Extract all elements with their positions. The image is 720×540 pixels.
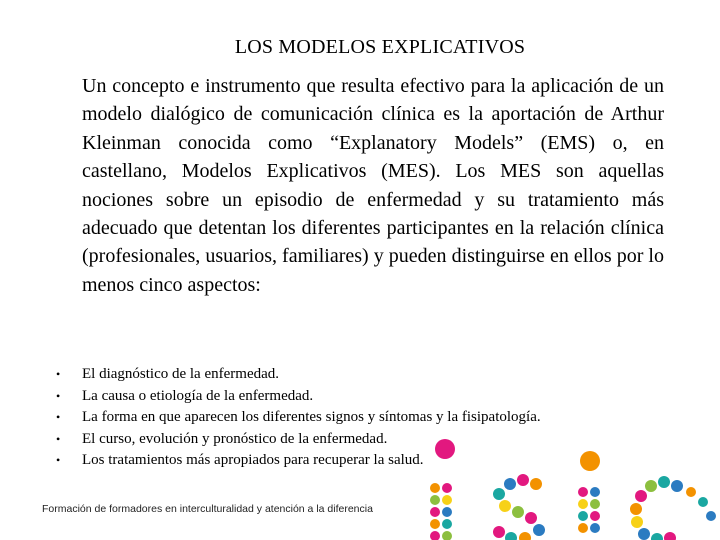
bullet-icon: •: [56, 431, 61, 446]
bullet-icon: •: [56, 410, 61, 424]
list-item-text: El diagnóstico de la enfermedad.: [82, 366, 280, 382]
logo-letter-i-2: [578, 451, 600, 533]
list-item-text: La forma en que aparecen los diferentes signos y síntomas y la fisipatología.: [82, 409, 541, 425]
list-item-text: El curso, evolución y pronóstico de la enfermedad.: [82, 430, 388, 447]
bullet-icon: •: [56, 367, 61, 381]
logo-letter-c: [630, 476, 716, 540]
isic-logo: [415, 436, 720, 540]
bullet-icon: •: [56, 388, 61, 403]
list-item-text: La causa o etiología de la enfermedad.: [82, 387, 314, 404]
logo-letter-s: [493, 474, 545, 540]
slide-title: LOS MODELOS EXPLICATIVOS: [234, 36, 526, 58]
footer-caption: Formación de formadores en interculturalidad y atención a la diferencia: [42, 503, 373, 515]
list-item: [56, 386, 656, 408]
bullet-icon: •: [56, 453, 61, 467]
list-item-text: Los tratamientos más apropiados para recuperar la salud.: [82, 452, 424, 468]
logo-letter-i-1: [430, 439, 455, 540]
list-item: [56, 407, 656, 429]
intro-paragraph: Un concepto e instrumento que resulta efectivo para la aplicación de un modelo dialógico de comunicación clínica es la aportación de Arthur Kleinman conocida como “Explanatory Models” (EMS) o, en castellano, Modelos Explicativos (MES). Los MES son aquellas nociones sobre un episodio de enfermedad y su tratamiento más adecuado que detentan los diferentes participantes en la relación clínica (profesionales, usuarios, familiares) y pueden distinguirse en ellos por lo menos cinco aspectos:: [82, 75, 664, 296]
list-item: [56, 364, 656, 386]
